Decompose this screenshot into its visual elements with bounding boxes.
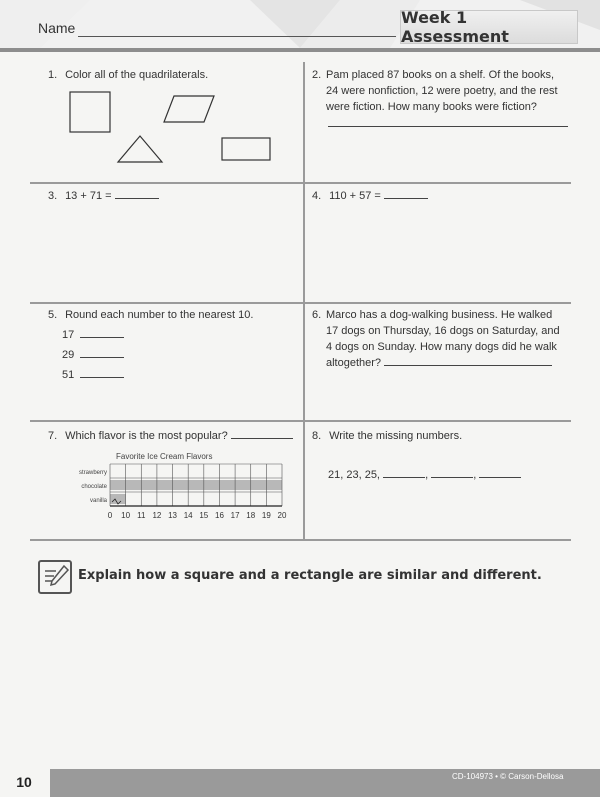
question-number: 6. xyxy=(312,309,322,321)
chart-tick-label: 0 xyxy=(107,511,113,520)
question-text: Color all of the quadrilaterals. xyxy=(65,69,209,81)
round-number: 51 xyxy=(62,369,75,381)
chart-tick-label: 13 xyxy=(168,511,177,520)
question-text: Round each number to the nearest 10. xyxy=(65,309,254,321)
answer-blank[interactable] xyxy=(80,367,124,378)
question-8 xyxy=(312,428,462,444)
answer-blank[interactable] xyxy=(479,467,521,478)
question-line: 4 dogs on Sunday. How many dogs did he walk xyxy=(326,341,557,353)
chart-tick-label: 14 xyxy=(183,511,193,520)
assessment-title: Week 1 Assessment xyxy=(400,10,578,44)
chart-bar xyxy=(110,494,126,504)
question-number: 1. xyxy=(48,69,58,81)
question-line: Marco has a dog-walking business. He walked xyxy=(326,309,553,321)
question-1 xyxy=(48,67,208,83)
sequence-text: 21, 23, 25, xyxy=(328,469,380,481)
answer-blank[interactable] xyxy=(115,188,159,199)
chart-tick-label: 10 xyxy=(121,511,131,520)
round-item xyxy=(62,367,124,381)
triangle-shape[interactable] xyxy=(118,136,162,162)
question-number: 7. xyxy=(48,430,58,442)
parallelogram-shape[interactable] xyxy=(164,96,214,122)
question-number: 8. xyxy=(312,430,322,442)
footer-credit: CD-104973 • © Carson-Dellosa xyxy=(452,772,564,781)
chart-tick-label: 18 xyxy=(246,511,256,520)
grid-row-divider xyxy=(30,182,571,184)
answer-line[interactable] xyxy=(328,126,568,127)
answer-blank[interactable] xyxy=(431,467,473,478)
answer-blank[interactable] xyxy=(231,428,293,439)
chart-tick-label: 16 xyxy=(215,511,224,520)
question-line: Pam placed 87 books on a shelf. Of the books, xyxy=(326,69,555,81)
chart-bar xyxy=(110,480,282,490)
chart-category-label: vanilla xyxy=(89,498,107,504)
question-5 xyxy=(48,307,253,323)
chart-tick-label: 12 xyxy=(152,511,162,520)
page-number: 10 xyxy=(0,766,48,797)
quadrilateral-shapes xyxy=(66,88,276,168)
round-item xyxy=(62,327,124,341)
answer-blank[interactable] xyxy=(80,327,124,338)
question-number: 5. xyxy=(48,309,58,321)
question-text: 13 + 71 = xyxy=(65,190,112,202)
name-input-line[interactable] xyxy=(78,36,396,37)
rectangle-shape[interactable] xyxy=(222,138,270,160)
question-line: altogether? xyxy=(326,357,382,369)
question-number: 3. xyxy=(48,190,58,202)
name-label: Name xyxy=(38,20,76,36)
chart-tick-label: 15 xyxy=(199,511,209,520)
pencil-paper-icon xyxy=(38,560,72,594)
chart-category-label: strawberry xyxy=(78,470,107,476)
chart-tick-label: 19 xyxy=(261,511,271,520)
grid-row-divider xyxy=(30,420,571,422)
chart-tick-label: 17 xyxy=(230,511,240,520)
round-item xyxy=(62,347,124,361)
chart-tick-label: 11 xyxy=(137,511,146,520)
writing-prompt: Explain how a square and a rectangle are similar and different. xyxy=(78,568,542,583)
header-divider xyxy=(0,48,600,52)
question-line: 17 dogs on Thursday, 16 dogs on Saturday, and xyxy=(326,325,560,337)
round-number: 17 xyxy=(62,329,75,341)
square-shape[interactable] xyxy=(70,92,110,132)
question-line: 24 were nonfiction, 12 were poetry, and the rest xyxy=(326,85,558,97)
question-text: Write the missing numbers. xyxy=(329,430,463,442)
question-4 xyxy=(312,188,428,204)
chart-title: Favorite Ice Cream Flavors xyxy=(116,452,213,461)
question-6 xyxy=(312,307,560,371)
question-7 xyxy=(48,428,293,444)
answer-blank[interactable] xyxy=(80,347,124,358)
question-number: 2. xyxy=(312,69,322,81)
question-number: 4. xyxy=(312,190,322,202)
answer-blank[interactable] xyxy=(384,188,428,199)
grid-row-divider xyxy=(30,539,571,541)
bar-chart xyxy=(66,450,296,530)
question-text: 110 + 57 = xyxy=(329,190,381,202)
number-sequence: 21, 23, 25, , , xyxy=(328,467,521,483)
round-number: 29 xyxy=(62,349,75,361)
question-line: were fiction. How many books were fiction? xyxy=(326,101,537,113)
question-2 xyxy=(312,67,558,115)
chart-tick-label: 20 xyxy=(277,511,287,520)
question-text: Which flavor is the most popular? xyxy=(65,430,228,442)
chart-category-label: chocolate xyxy=(81,484,107,490)
grid-row-divider xyxy=(30,302,571,304)
answer-blank[interactable] xyxy=(383,467,425,478)
answer-blank[interactable] xyxy=(384,355,552,366)
question-3 xyxy=(48,188,159,204)
